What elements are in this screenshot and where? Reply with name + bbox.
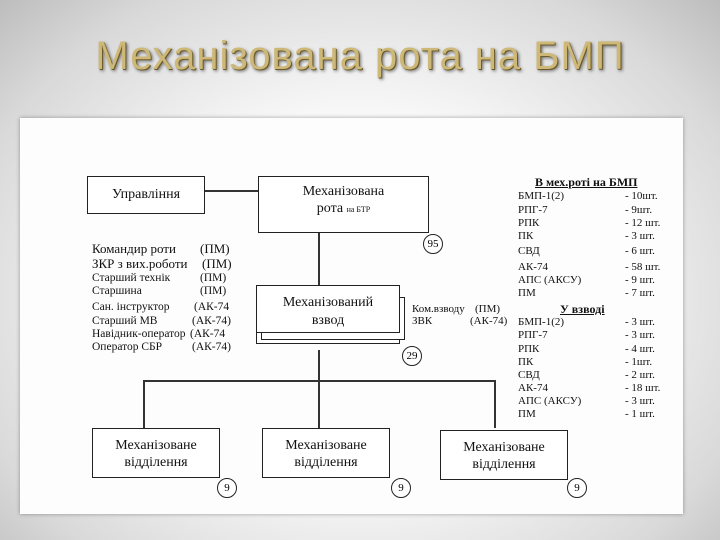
- squad-1-count-badge: 9: [217, 478, 237, 498]
- squad-1-label-line2: відділення: [124, 455, 188, 470]
- staff-role: Старший МВ: [92, 315, 158, 327]
- equipment-qty: - 1 шт.: [625, 408, 655, 420]
- equipment-qty: - 12 шт.: [625, 217, 661, 229]
- staff-role: ЗКР з вих.роботи: [92, 256, 188, 271]
- equipment-qty: - 9 шт.: [625, 274, 655, 286]
- equipment-qty: - 1шт.: [625, 356, 653, 368]
- equipment-qty: - 9шт.: [625, 204, 653, 216]
- org-chart-sheet: [20, 118, 683, 514]
- equipment-name: АК-74: [518, 382, 548, 394]
- connector-squad-2: [318, 380, 320, 428]
- squad-2-label-line1: Механізоване: [285, 438, 367, 453]
- company-label-small: на БТР: [346, 205, 371, 214]
- management-label: Управління: [111, 187, 181, 202]
- equipment-qty: - 6 шт.: [625, 245, 655, 257]
- staff-weapon: (АК-74: [190, 328, 226, 340]
- slide-title: Механізована рота на БМП: [95, 34, 625, 78]
- staff-weapon: (АК-74: [194, 301, 230, 313]
- management-box: [87, 176, 205, 214]
- staff-role: Оператор СБР: [92, 341, 163, 353]
- equipment-name: БМП-1(2): [518, 190, 565, 202]
- company-label-word: рота: [316, 201, 344, 216]
- staff-role: Старший технік: [92, 272, 171, 284]
- company-label-line1: Механізована: [302, 184, 385, 199]
- equipment-name: АПС (АКСУ): [518, 274, 582, 286]
- squad-box-1: [92, 428, 220, 478]
- connector-management-company: [205, 190, 259, 192]
- equipment-qty: - 3 шт.: [625, 329, 655, 341]
- company-equipment-heading: В мех.роті на БМП: [535, 175, 638, 189]
- connector-squad-3: [494, 380, 496, 428]
- company-count-badge: 95: [423, 234, 443, 254]
- platoon-staff-weapon: (ПМ): [475, 303, 501, 315]
- platoon-equipment-heading: У взводі: [560, 302, 605, 316]
- staff-role: Сан. інструктор: [92, 301, 170, 313]
- staff-role: Командир роти: [92, 241, 176, 256]
- equipment-name: ПК: [518, 356, 534, 368]
- equipment-name: РПК: [518, 343, 540, 355]
- squad-box-2: [262, 428, 390, 478]
- equipment-name: ПМ: [518, 287, 536, 299]
- equipment-name: РПК: [518, 217, 540, 229]
- platoon-label-line1: Механізований: [282, 295, 374, 310]
- equipment-qty: - 2 шт.: [625, 369, 655, 381]
- equipment-name: ПМ: [518, 408, 536, 420]
- company-label-line2: [259, 201, 428, 217]
- platoon-staff-weapon: (АК-74): [470, 315, 508, 327]
- staff-weapon: (ПМ): [200, 241, 230, 256]
- platoon-label-line2: взвод: [311, 313, 345, 328]
- equipment-name: БМП-1(2): [518, 316, 565, 328]
- platoon-count-badge: 29: [402, 346, 422, 366]
- platoon-box: [256, 285, 400, 333]
- equipment-qty: - 3 шт.: [625, 316, 655, 328]
- equipment-name: АК-74: [518, 261, 548, 273]
- squad-2-label-line2: відділення: [294, 455, 358, 470]
- equipment-name: СВД: [518, 245, 540, 257]
- squad-3-label-line2: відділення: [472, 457, 536, 472]
- platoon-staff-role: Ком.взводу: [412, 303, 465, 315]
- equipment-name: АПС (АКСУ): [518, 395, 582, 407]
- connector-platoon-bus: [318, 350, 320, 380]
- staff-weapon: (АК-74): [192, 315, 231, 327]
- equipment-name: СВД: [518, 369, 540, 381]
- staff-weapon: (ПМ): [200, 285, 227, 297]
- equipment-name: РПГ-7: [518, 204, 548, 216]
- equipment-qty: - 10шт.: [625, 190, 658, 202]
- staff-role: Навідник-оператор: [92, 328, 186, 340]
- company-box: [258, 176, 429, 233]
- equipment-qty: - 4 шт.: [625, 343, 655, 355]
- squad-1-label-line1: Механізоване: [115, 438, 197, 453]
- equipment-qty: - 58 шт.: [625, 261, 661, 273]
- squad-3-count-badge: 9: [567, 478, 587, 498]
- equipment-qty: - 7 шт.: [625, 287, 655, 299]
- connector-squad-1: [143, 380, 145, 428]
- staff-weapon: (АК-74): [192, 341, 231, 353]
- squad-2-count-badge: 9: [391, 478, 411, 498]
- squad-box-3: [440, 430, 568, 480]
- equipment-name: РПГ-7: [518, 329, 548, 341]
- equipment-name: ПК: [518, 230, 534, 242]
- staff-weapon: (ПМ): [200, 272, 227, 284]
- equipment-qty: - 3 шт.: [625, 395, 655, 407]
- equipment-qty: - 18 шт.: [625, 382, 661, 394]
- equipment-qty: - 3 шт.: [625, 230, 655, 242]
- squad-3-label-line1: Механізоване: [463, 440, 545, 455]
- staff-weapon: (ПМ): [202, 256, 232, 271]
- staff-role: Старшина: [92, 285, 142, 297]
- platoon-staff-role: ЗВК: [412, 315, 433, 327]
- connector-company-platoon: [318, 233, 320, 285]
